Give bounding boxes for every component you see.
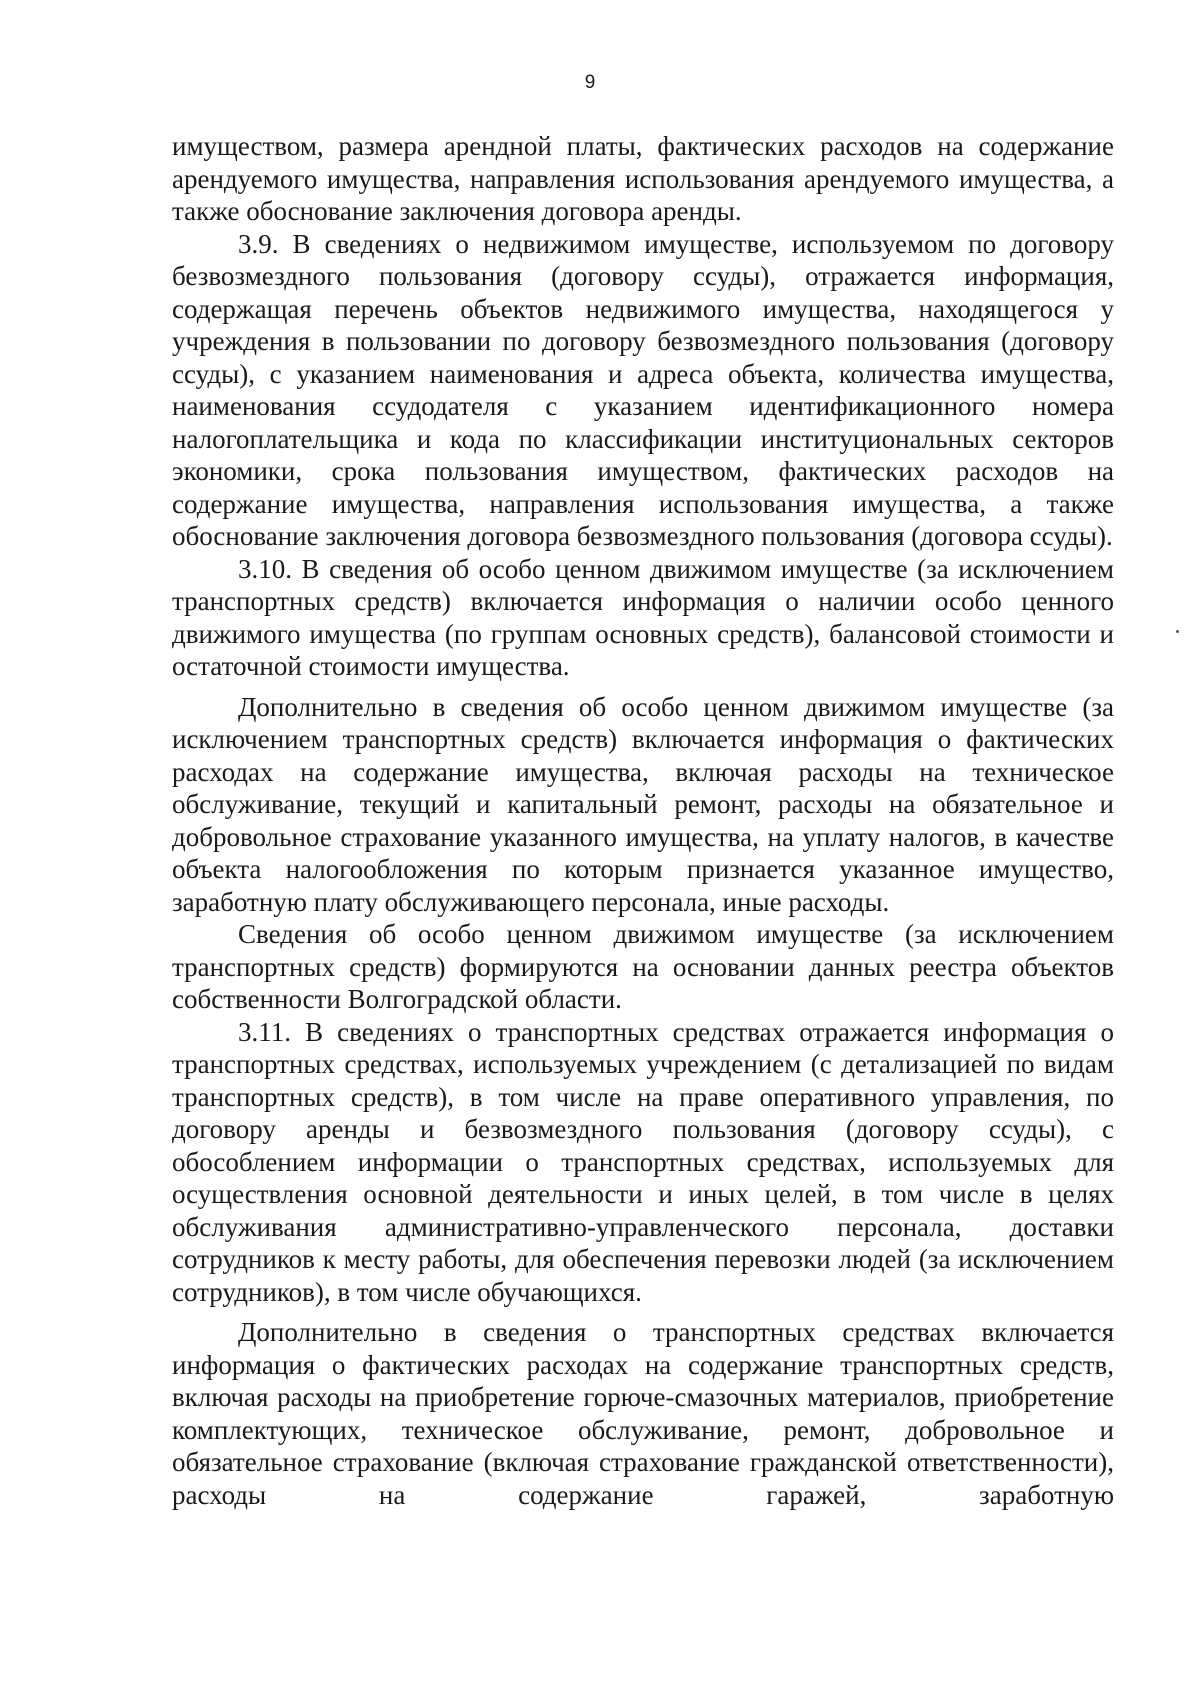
paragraph-3-10-source: Сведения об особо ценном движимом имуществе (за исключением транспортных средств) формируются на основании данных реестра объектов собственности Волгоградской области. <box>172 919 1114 1014</box>
paragraph-3-11-additional: Дополнительно в сведения о транспортных средствах включается информация о фактических расходах на содержание транспортных средств, включая расходы на приобретение горюче-смазочных материалов, приобретение комплектующих, техническое обслуживание, ремонт, добровольное и обязательное страхование (включая страхование гражданской ответственности), расходы на содержание гаражей, заработную <box>172 1317 1114 1510</box>
page-number: 9 <box>584 72 596 93</box>
paragraph-continuation: имуществом, размера арендной платы, фактических расходов на содержание арендуемого имущества, направления использования арендуемого имущества, а также обоснование заключения договора аренды. <box>172 131 1114 226</box>
scan-speck <box>1176 630 1179 633</box>
paragraph-3-10-additional: Дополнительно в сведения об особо ценном движимом имуществе (за исключением транспортных средств) включается информация о фактических расходах на содержание имущества, включая расходы на техническое обслуживание, текущий и капитальный ремонт, расходы на обязательное и добровольное страхование указанного имущества, на уплату налогов, в качестве объекта налогообложения по которым признается указанное имущество, заработную плату обслуживающего персонала, иные расходы. <box>172 691 1114 917</box>
document-body <box>172 130 1114 1511</box>
paragraph-3-10: 3.10. В сведения об особо ценном движимом имуществе (за исключением транспортных средств) включается информация о наличии особо ценного движимого имущества (по группам основных средств), балансовой стоимости и остаточной стоимости имущества. <box>172 553 1114 681</box>
paragraph-3-9: 3.9. В сведениях о недвижимом имуществе, используемом по договору безвозмездного пользования (договору ссуды), отражается информация, содержащая перечень объектов недвижимого имущества, находящегося у учреждения в пользовании по договору безвозмездного пользования (договору ссуды), с указанием наименования и адреса объекта, количества имущества, наименования ссудодателя с указанием идентификационного номера налогоплательщика и кода по классификации институциональных секторов экономики, срока пользования имуществом, фактических расходов на содержание имущества, направления использования имущества, а также обоснование заключения договора безвозмездного пользования (договора ссуды). <box>172 228 1114 551</box>
paragraph-3-11: 3.11. В сведениях о транспортных средствах отражается информация о транспортных средствах, используемых учреждением (с детализацией по видам транспортных средств), в том числе на праве оперативного управления, по договору аренды и безвозмездного пользования (договору ссуды), с обособлением информации о транспортных средствах, используемых для осуществления основной деятельности и иных целей, в том числе в целях обслуживания административно-управленческого персонала, доставки сотрудников к месту работы, для обеспечения перевозки людей (за исключением сотрудников), в том числе обучающихся. <box>172 1016 1114 1307</box>
